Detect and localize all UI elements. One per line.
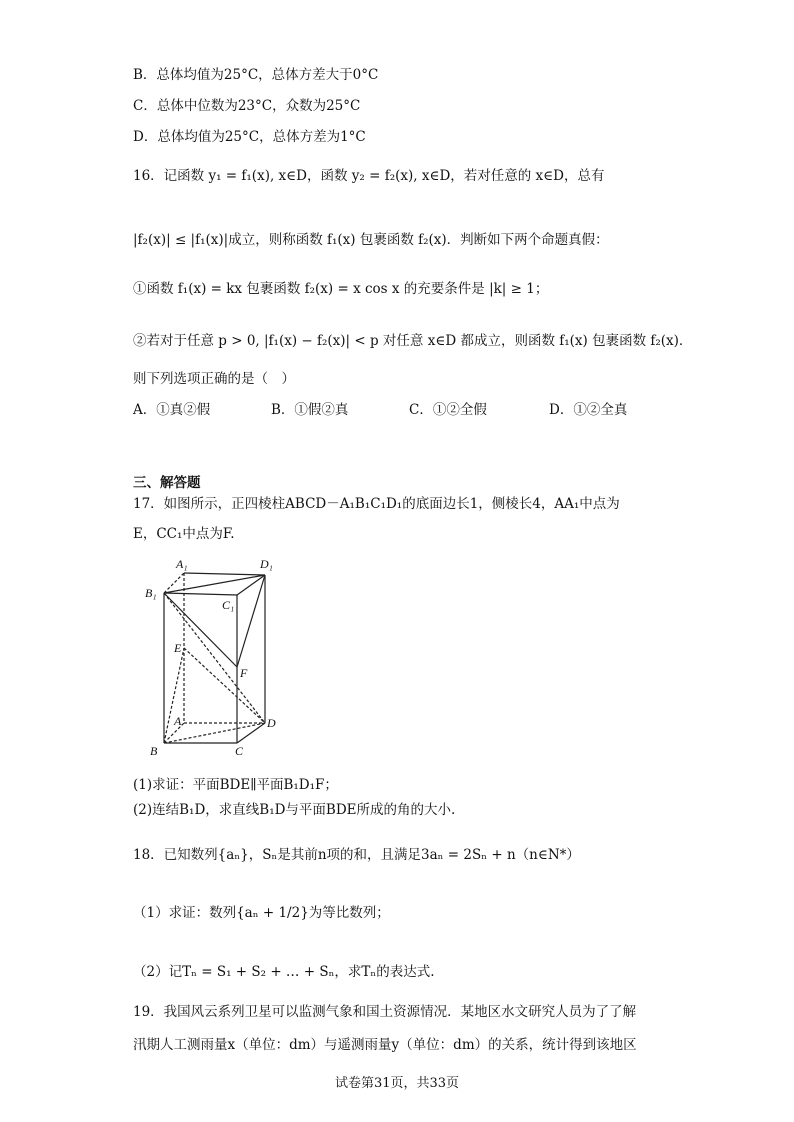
q18-line1: 18．已知数列{aₙ}，Sₙ是其前n项的和，且满足3aₙ = 2Sₙ + n（n∈N*） xyxy=(133,847,580,863)
q16-line1: 16．记函数 y₁ = f₁(x), x∈D，函数 y₂ = f₂(x), x∈D，若对任意的 x∈D，总有 xyxy=(133,168,605,184)
option-15c: C．总体中位数为23°C，众数为25°C xyxy=(133,98,361,114)
q16-choices xyxy=(133,400,627,420)
label-a1: A₁ xyxy=(176,557,188,571)
q16-line5: 则下列选项正确的是（ ） xyxy=(133,371,295,387)
section-title: 三、解答题 xyxy=(133,475,201,491)
label-a: A xyxy=(174,714,182,728)
q16-line2: |f₂(x)| ≤ |f₁(x)|成立，则称函数 f₁(x) 包裹函数 f₂(x)．判断如下两个命题真假： xyxy=(133,232,609,248)
q19-line2: 汛期人工测雨量x（单位：dm）与遥测雨量y（单位：dm）的关系，统计得到该地区 xyxy=(133,1037,637,1053)
q17-line2: E，CC₁中点为F. xyxy=(133,526,235,542)
label-f: F xyxy=(240,666,248,680)
label-e: E xyxy=(174,641,182,655)
label-d: D xyxy=(267,716,276,730)
choice-c: C．①②全假 xyxy=(409,402,487,418)
label-b: B xyxy=(150,744,158,758)
label-c: C xyxy=(235,744,244,758)
q16-line3: ①函数 f₁(x) = kx 包裹函数 f₂(x) = x cos x 的充要条件是 |k| ≥ 1； xyxy=(133,281,549,297)
label-c1: C₁ xyxy=(222,598,235,612)
option-15b: B．总体均值为25°C，总体方差大于0°C xyxy=(133,67,379,83)
q17-line1: 17．如图所示，正四棱柱ABCD－A₁B₁C₁D₁的底面边长1，侧棱长4，AA₁中点为 xyxy=(133,496,620,512)
option-15d: D．总体均值为25°C，总体方差为1°C xyxy=(133,129,366,145)
choice-d: D．①②全真 xyxy=(549,402,628,418)
q17-part1: (1)求证：平面BDE∥平面B₁D₁F； xyxy=(133,777,338,793)
q19-line1: 19．我国风云系列卫星可以监测气象和国土资源情况．某地区水文研究人员为了了解 xyxy=(133,1004,637,1020)
label-d1: D₁ xyxy=(260,557,273,571)
choice-b: B．①假②真 xyxy=(271,402,349,418)
q18-part2: （2）记Tₙ = S₁ + S₂ + … + Sₙ，求Tₙ的表达式. xyxy=(133,964,435,980)
q16-line4: ②若对于任意 p > 0, |f₁(x) − f₂(x)| < p 对任意 x∈D 都成立，则函数 f₁(x) 包裹函数 f₂(x)． xyxy=(133,333,693,349)
q17-part2: (2)连结B₁D，求直线B₁D与平面BDE所成的角的大小. xyxy=(133,802,456,818)
page-footer: 试卷第31页，共33页 xyxy=(334,1076,460,1091)
q18-part1: （1）求证：数列{aₙ + 1/2}为等比数列； xyxy=(133,905,390,921)
prism-figure xyxy=(140,555,290,760)
label-b1: B₁ xyxy=(145,586,157,600)
choice-a: A．①真②假 xyxy=(133,402,211,418)
